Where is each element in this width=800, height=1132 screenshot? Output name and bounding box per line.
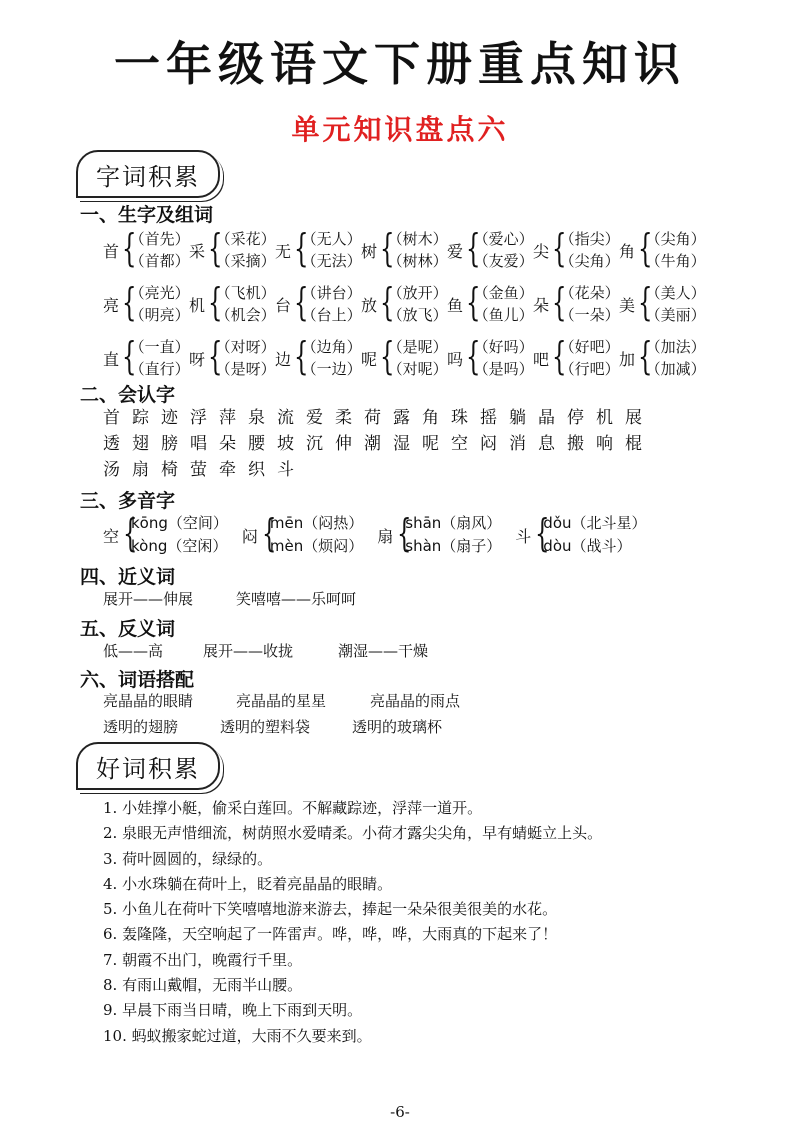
collocation-item: 透明的翅膀 bbox=[103, 718, 179, 736]
vocab-word: （是呀） bbox=[215, 360, 276, 378]
vocab-words bbox=[301, 282, 362, 326]
vocab-word: （飞机） bbox=[215, 284, 276, 302]
recognize-chars-row2: 透翅膀唱朵腰坡沉伸潮湿呢空闷消息搬响棍 bbox=[103, 434, 654, 454]
polyphone-reading: mèn（烦闷） bbox=[269, 537, 364, 555]
vocab-group bbox=[533, 226, 620, 274]
polyphone-char: 空 bbox=[103, 526, 120, 546]
section-heading-synonyms: 四、近义词 bbox=[80, 566, 176, 588]
vocab-group bbox=[533, 280, 620, 328]
vocab-group bbox=[447, 280, 534, 328]
vocab-word: （采摘） bbox=[215, 252, 276, 270]
vocab-char: 采 bbox=[189, 241, 206, 261]
vocab-words bbox=[301, 336, 362, 380]
vocab-word: （指尖） bbox=[559, 230, 620, 248]
collocation-item: 亮晶晶的星星 bbox=[236, 692, 327, 710]
vocab-word: （亮光） bbox=[129, 284, 190, 302]
vocab-word: （尖角） bbox=[645, 230, 706, 248]
vocab-words bbox=[473, 228, 534, 272]
vocab-word: （一边） bbox=[301, 360, 362, 378]
vocab-words bbox=[387, 336, 448, 380]
vocab-char: 台 bbox=[275, 295, 292, 315]
polyphone-group bbox=[103, 510, 228, 560]
vocab-words bbox=[129, 282, 190, 326]
vocab-words bbox=[301, 228, 362, 272]
vocab-char: 朵 bbox=[533, 295, 550, 315]
brace-icon: { bbox=[465, 280, 481, 324]
synonym-item: 笑嘻嘻——乐呵呵 bbox=[236, 590, 357, 608]
polyphone-readings bbox=[270, 512, 363, 558]
page-number: -6- bbox=[390, 1103, 410, 1121]
brace-icon: { bbox=[535, 511, 550, 555]
polyphone-group bbox=[377, 510, 501, 560]
vocab-char: 鱼 bbox=[447, 295, 464, 315]
polyphone-group bbox=[242, 510, 363, 560]
vocab-word: （鱼儿） bbox=[473, 306, 534, 324]
good-sentence: 10. 蚂蚁搬家蛇过道，大雨不久要来到。 bbox=[103, 1026, 372, 1045]
vocab-group bbox=[361, 334, 448, 382]
recognize-chars-row1: 首踪迹浮萍泉流爱柔荷露角珠摇躺晶停机展 bbox=[103, 408, 654, 428]
vocab-words bbox=[129, 336, 190, 380]
vocab-group bbox=[619, 280, 706, 328]
section-heading-recognize: 二、会认字 bbox=[80, 384, 176, 406]
vocab-group bbox=[447, 334, 534, 382]
vocab-char: 放 bbox=[361, 295, 378, 315]
vocab-word: （首先） bbox=[129, 230, 190, 248]
brace-icon: { bbox=[207, 226, 223, 270]
vocab-word: （是吗） bbox=[473, 360, 534, 378]
vocab-word: （采花） bbox=[215, 230, 276, 248]
vocab-word: （加法） bbox=[645, 338, 706, 356]
vocab-word: （对呢） bbox=[387, 360, 448, 378]
vocab-char: 角 bbox=[619, 241, 636, 261]
brace-icon: { bbox=[293, 334, 309, 378]
brace-icon: { bbox=[465, 334, 481, 378]
brace-icon: { bbox=[551, 334, 567, 378]
vocab-word: （台上） bbox=[301, 306, 362, 324]
brace-icon: { bbox=[551, 280, 567, 324]
good-sentences-list bbox=[103, 796, 602, 1049]
brace-icon: { bbox=[121, 280, 137, 324]
polyphone-reading: dǒu（北斗星） bbox=[543, 514, 647, 532]
section-heading-antonyms: 五、反义词 bbox=[80, 618, 176, 640]
vocab-char: 爱 bbox=[447, 241, 464, 261]
polyphone-reading: shān（扇风） bbox=[405, 514, 502, 532]
vocab-word: （是呢） bbox=[387, 338, 448, 356]
vocab-words bbox=[215, 228, 276, 272]
polyphone-reading: dòu（战斗） bbox=[543, 537, 632, 555]
vocab-group bbox=[103, 226, 190, 274]
good-sentence: 9. 早晨下雨当日晴，晚上下雨到天明。 bbox=[103, 1001, 363, 1020]
vocab-group bbox=[361, 226, 448, 274]
polyphone-char: 扇 bbox=[377, 526, 394, 546]
polyphone-row bbox=[103, 510, 647, 560]
brace-icon: { bbox=[637, 334, 653, 378]
vocab-word: （直行） bbox=[129, 360, 190, 378]
vocab-char: 直 bbox=[103, 349, 120, 369]
vocab-word: （明亮） bbox=[129, 306, 190, 324]
synonym-item: 展开——伸展 bbox=[103, 590, 194, 608]
vocab-words bbox=[215, 282, 276, 326]
vocab-char: 呢 bbox=[361, 349, 378, 369]
brace-icon: { bbox=[207, 334, 223, 378]
vocab-word: （行吧） bbox=[559, 360, 620, 378]
brace-icon: { bbox=[397, 511, 412, 555]
vocab-group bbox=[619, 334, 706, 382]
collocation-item: 亮晶晶的雨点 bbox=[370, 692, 461, 710]
vocab-word: （一直） bbox=[129, 338, 190, 356]
brace-icon: { bbox=[379, 226, 395, 270]
section-heading-collocations: 六、词语搭配 bbox=[80, 669, 195, 691]
brace-icon: { bbox=[261, 511, 277, 555]
section-badge-vocabulary: 字词积累 bbox=[76, 150, 220, 198]
vocab-word: （好吧） bbox=[559, 338, 620, 356]
vocab-words bbox=[215, 336, 276, 380]
vocab-group bbox=[189, 226, 276, 274]
vocab-grid bbox=[103, 226, 706, 382]
polyphone-reading: kòng（空闲） bbox=[131, 537, 228, 555]
vocab-char: 树 bbox=[361, 241, 378, 261]
vocab-char: 吧 bbox=[533, 349, 550, 369]
page-title: 一年级语文下册重点知识 bbox=[114, 37, 686, 91]
brace-icon: { bbox=[637, 280, 653, 324]
section-badge-good-sentences: 好词积累 bbox=[76, 742, 220, 790]
vocab-words bbox=[129, 228, 190, 272]
vocab-word: （树林） bbox=[387, 252, 448, 270]
vocab-word: （牛角） bbox=[645, 252, 706, 270]
vocab-char: 机 bbox=[189, 295, 206, 315]
polyphone-char: 闷 bbox=[241, 526, 258, 546]
vocab-word: （边角） bbox=[301, 338, 362, 356]
vocab-char: 尖 bbox=[533, 241, 550, 261]
vocab-word: （无人） bbox=[301, 230, 362, 248]
vocab-char: 加 bbox=[619, 349, 636, 369]
vocab-word: （树木） bbox=[387, 230, 448, 248]
vocab-char: 边 bbox=[275, 349, 292, 369]
vocab-word: （首都） bbox=[129, 252, 190, 270]
vocab-words bbox=[645, 336, 706, 380]
section-heading-polyphones: 三、多音字 bbox=[80, 490, 176, 512]
vocab-group bbox=[189, 280, 276, 328]
vocab-words bbox=[559, 282, 620, 326]
vocab-group bbox=[275, 226, 362, 274]
vocab-word: （讲台） bbox=[301, 284, 362, 302]
vocab-word: （无法） bbox=[301, 252, 362, 270]
vocab-words bbox=[559, 228, 620, 272]
vocab-word: （机会） bbox=[215, 306, 276, 324]
vocab-word: （放飞） bbox=[387, 306, 448, 324]
vocab-group bbox=[103, 280, 190, 328]
polyphone-reading: kōng（空间） bbox=[131, 514, 228, 532]
brace-icon: { bbox=[121, 334, 137, 378]
antonym-item: 展开——收拢 bbox=[203, 642, 294, 660]
brace-icon: { bbox=[293, 280, 309, 324]
brace-icon: { bbox=[465, 226, 481, 270]
good-sentence: 3. 荷叶圆圆的，绿绿的。 bbox=[103, 849, 273, 868]
polyphone-readings bbox=[405, 512, 501, 558]
vocab-word: （花朵） bbox=[559, 284, 620, 302]
vocab-group bbox=[103, 334, 190, 382]
brace-icon: { bbox=[551, 226, 567, 270]
collocation-item: 透明的玻璃杯 bbox=[352, 718, 443, 736]
vocab-group bbox=[619, 226, 706, 274]
vocab-char: 亮 bbox=[103, 295, 120, 315]
vocab-word: （好吗） bbox=[473, 338, 534, 356]
vocab-words bbox=[473, 282, 534, 326]
vocab-group bbox=[275, 280, 362, 328]
vocab-word: （加减） bbox=[645, 360, 706, 378]
page-subtitle: 单元知识盘点六 bbox=[291, 113, 509, 146]
collocation-item: 透明的塑料袋 bbox=[220, 718, 311, 736]
good-sentence: 1. 小娃撑小艇，偷采白莲回。不解藏踪迹，浮萍一道开。 bbox=[103, 799, 483, 817]
vocab-char: 首 bbox=[103, 241, 120, 261]
brace-icon: { bbox=[207, 280, 223, 324]
brace-icon: { bbox=[121, 226, 137, 270]
polyphone-group bbox=[515, 510, 646, 560]
good-sentence: 5. 小鱼儿在荷叶下笑嘻嘻地游来游去，捧起一朵朵很美很美的水花。 bbox=[103, 900, 558, 919]
section-heading-characters: 一、生字及组词 bbox=[80, 204, 214, 226]
brace-icon: { bbox=[637, 226, 653, 270]
vocab-word: （金鱼） bbox=[473, 284, 534, 302]
vocab-group bbox=[533, 334, 620, 382]
vocab-group bbox=[275, 334, 362, 382]
polyphone-reading: shàn（扇子） bbox=[405, 537, 502, 555]
vocab-words bbox=[645, 282, 706, 326]
polyphone-readings bbox=[543, 512, 646, 558]
vocab-char: 呀 bbox=[189, 349, 206, 369]
vocab-char: 无 bbox=[275, 241, 292, 261]
vocab-word: （一朵） bbox=[559, 306, 620, 324]
brace-icon: { bbox=[379, 334, 395, 378]
good-sentence: 4. 小水珠躺在荷叶上，眨着亮晶晶的眼睛。 bbox=[103, 874, 393, 893]
vocab-group bbox=[361, 280, 448, 328]
good-sentence: 7. 朝霞不出门，晚霞行千里。 bbox=[103, 950, 303, 969]
vocab-char: 吗 bbox=[447, 349, 464, 369]
vocab-word: （友爱） bbox=[473, 252, 534, 270]
good-sentence: 6. 轰隆隆，天空响起了一阵雷声。哗，哗，哗，大雨真的下起来了！ bbox=[103, 925, 558, 944]
vocab-word: （美人） bbox=[645, 284, 706, 302]
vocab-words bbox=[387, 228, 448, 272]
vocab-group bbox=[189, 334, 276, 382]
vocab-word: （美丽） bbox=[645, 306, 706, 324]
vocab-group bbox=[447, 226, 534, 274]
vocab-words bbox=[559, 336, 620, 380]
good-sentence: 2. 泉眼无声惜细流，树荫照水爱晴柔。小荷才露尖尖角，早有蜻蜓立上头。 bbox=[103, 824, 603, 843]
vocab-words bbox=[387, 282, 448, 326]
polyphone-reading: mēn（闷热） bbox=[269, 514, 364, 532]
vocab-word: （爱心） bbox=[473, 230, 534, 248]
vocab-word: （放开） bbox=[387, 284, 448, 302]
vocab-words bbox=[645, 228, 706, 272]
collocation-item: 亮晶晶的眼睛 bbox=[103, 692, 194, 710]
brace-icon: { bbox=[379, 280, 395, 324]
polyphone-readings bbox=[131, 512, 228, 558]
recognize-chars-row3: 汤扇椅萤牵织斗 bbox=[103, 460, 306, 480]
vocab-word: （尖角） bbox=[559, 252, 620, 270]
vocab-word: （对呀） bbox=[215, 338, 276, 356]
vocab-words bbox=[473, 336, 534, 380]
brace-icon: { bbox=[293, 226, 309, 270]
vocab-char: 美 bbox=[619, 295, 636, 315]
good-sentence: 8. 有雨山戴帽，无雨半山腰。 bbox=[103, 976, 303, 995]
brace-icon: { bbox=[123, 511, 138, 555]
antonym-item: 潮湿——干燥 bbox=[338, 642, 429, 660]
polyphone-char: 斗 bbox=[515, 526, 532, 546]
antonym-item: 低——高 bbox=[103, 642, 164, 660]
